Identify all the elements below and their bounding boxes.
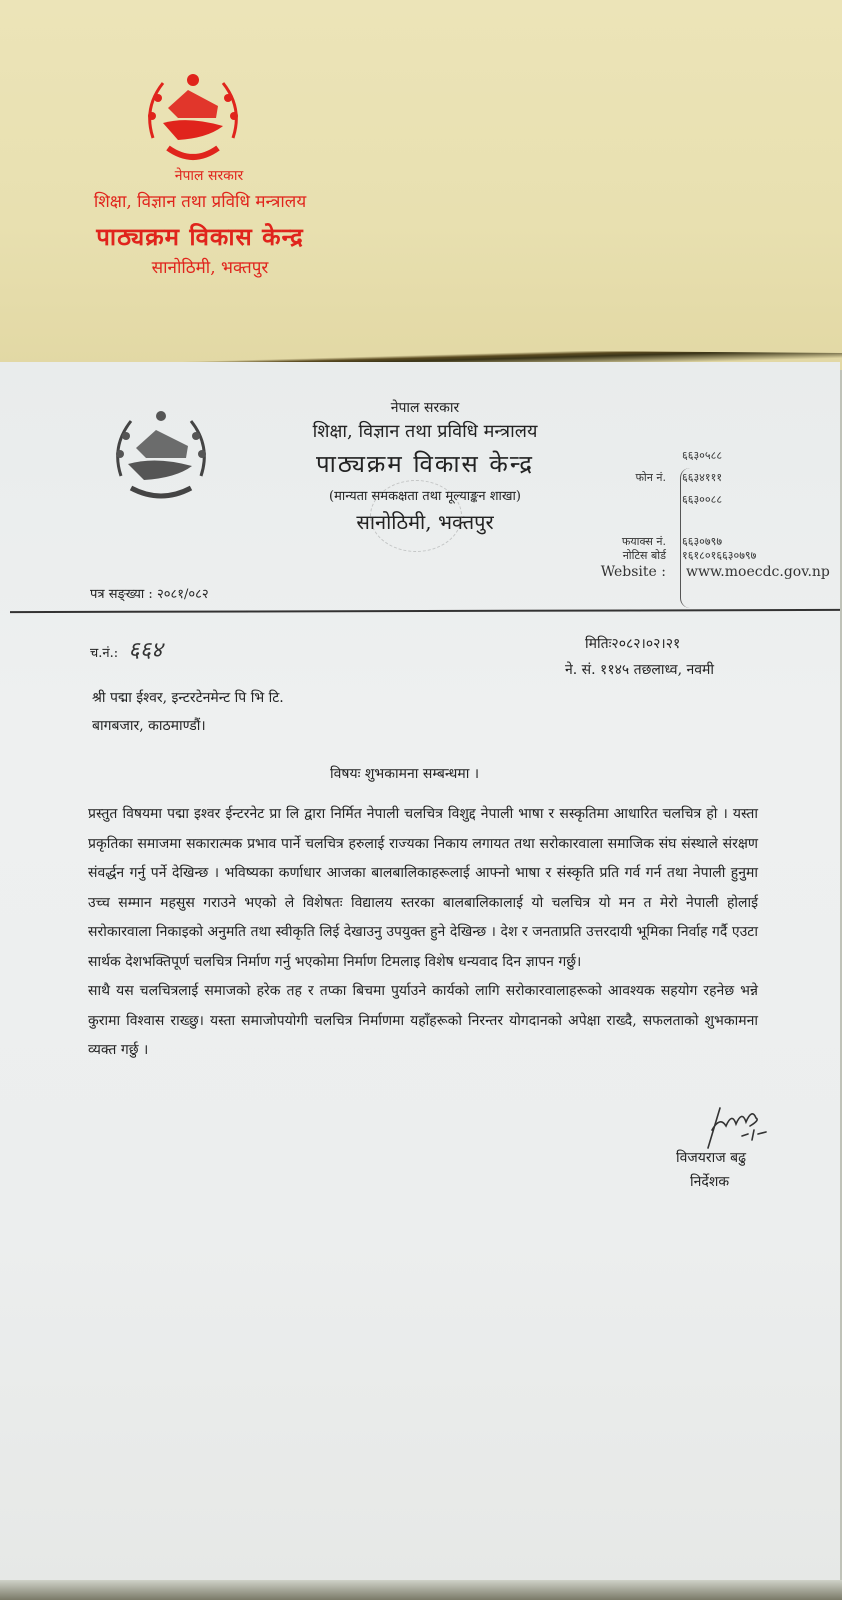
body-paragraph: साथै यस चलचित्रलाई समाजको हरेक तह र तप्का बिचमा पुर्याउने कार्यको लागि सरोकारवालाहरूको आवश्यक सहयोग रहनेछ भन्ने कुरामा विश्वास राख्छु। यस्ता समाजोपयोगी चलचित्र निर्माणमा यहाँहरूको निरन्तर योगदानको अपेक्षा राख्दै, सफलताको शुभकामना व्यक्त गर्छु ।	[88, 983, 758, 1058]
nepal-coat-of-arms-icon	[138, 68, 248, 168]
letterhead-center-name: पाठ्यक्रम विकास केन्द्र	[315, 450, 534, 478]
letterhead-branch: (मान्यता समकक्षता तथा मूल्याङ्कन शाखा)	[329, 489, 521, 504]
subject-line: विषयः शुभकामना सम्बन्धमा ।	[330, 766, 480, 782]
reference-number	[90, 584, 209, 602]
phone-label: फोन नं.	[635, 471, 666, 484]
nepal-coat-of-arms-icon	[106, 406, 216, 506]
envelope-ministry: शिक्षा, विज्ञान तथा प्रविधि मन्त्रालय	[93, 192, 307, 212]
fax-label: फयाक्स नं.	[621, 535, 666, 548]
ref-value: २०८१/०८२	[156, 587, 209, 602]
dispatch-number	[90, 634, 163, 664]
signer-title: निर्देशक	[690, 1174, 730, 1190]
fax-number: ६६३०७९७	[682, 535, 723, 548]
recipient-name: श्री पद्मा ईश्वर, इन्टरटेनमेन्ट पि भि टि.	[92, 690, 284, 706]
phone-1: ६६३०५८८	[682, 449, 723, 462]
signer-name: विजयराज बढु	[676, 1150, 746, 1166]
letterhead-government: नेपाल सरकार	[390, 400, 460, 416]
letter-date: मितिः२०८२।०२।२१	[585, 636, 681, 652]
phone-2: ६६३४१११	[682, 471, 723, 484]
signature-icon	[690, 1090, 780, 1150]
ref-label: पत्र सङ्ख्या :	[90, 587, 153, 602]
letterhead-ministry: शिक्षा, विज्ञान तथा प्रविधि मन्त्रालय	[312, 421, 538, 442]
website-label: Website :	[600, 564, 666, 580]
table-surface	[0, 1580, 842, 1600]
notice-number: १६१८०१६६३०७९७	[682, 549, 757, 562]
envelope-center-name: पाठ्यक्रम विकास केन्द्र	[96, 223, 304, 251]
header-divider	[10, 609, 840, 613]
notice-label: नोटिस बोर्ड	[622, 549, 666, 562]
letterhead-address: सानोठिमी, भक्तपुर	[356, 510, 494, 534]
phone-3: ६६३००८८	[682, 493, 723, 506]
letter-page	[0, 362, 840, 1600]
dispatch-value: ६६४	[128, 638, 163, 663]
envelope-government: नेपाल सरकार	[174, 168, 244, 184]
website-link[interactable]: www.moecdc.gov.np	[686, 564, 830, 580]
dispatch-label: च.नं.:	[90, 646, 119, 661]
nepal-sambat-date: ने. सं. ११४५ तछलाध्व, नवमी	[565, 662, 715, 678]
envelope	[0, 0, 842, 370]
letter-body	[88, 800, 758, 1066]
office-stamp	[370, 480, 462, 552]
body-paragraph: प्रस्तुत विषयमा पद्मा इश्वर ईन्टरनेट प्रा लि द्वारा निर्मित नेपाली चलचित्र विशुद्द नेपाली भाषा र सस्कृतिमा आधारित चलचित्र हो । यस्ता प्रकृतिका समाजमा सकारात्मक प्रभाव पार्ने चलचित्र हरुलाई राज्यका निकाय लगायत तथा सरोकारवाला समाजिक संघ संस्थाले संरक्षण संवर्द्धन गर्नु पर्ने देखिन्छ । भविष्यका कर्णाधार आजका बालबालिकाहरूलाई आफ्नो भाषा र संस्कृति प्रति गर्व गर्न तथा नेपाली हुनुमा उच्च सम्मान महसुस गराउने भएको ले विशेषतः विद्यालय स्तरका बालबालिकालाई यो चलचित्र यो मन त मेरो नेपाली होलाई सरोकारवाला निकाइको अनुमति तथा स्वीकृति लिई देखाउनु उपयुक्त हुने देखिन्छ । देश र जनताप्रति उत्तरदायी भूमिका निर्वाह गर्दै एउटा सार्थक देशभक्तिपूर्ण चलचित्र निर्माण गर्नु भएकोमा निर्माण टिमलाइ विशेष धन्यवाद दिन ज्ञापन गर्छु।	[88, 806, 758, 970]
envelope-address: सानोठिमी, भक्तपुर	[151, 258, 269, 278]
recipient-address: बागबजार, काठमाण्डौं।	[92, 718, 206, 734]
